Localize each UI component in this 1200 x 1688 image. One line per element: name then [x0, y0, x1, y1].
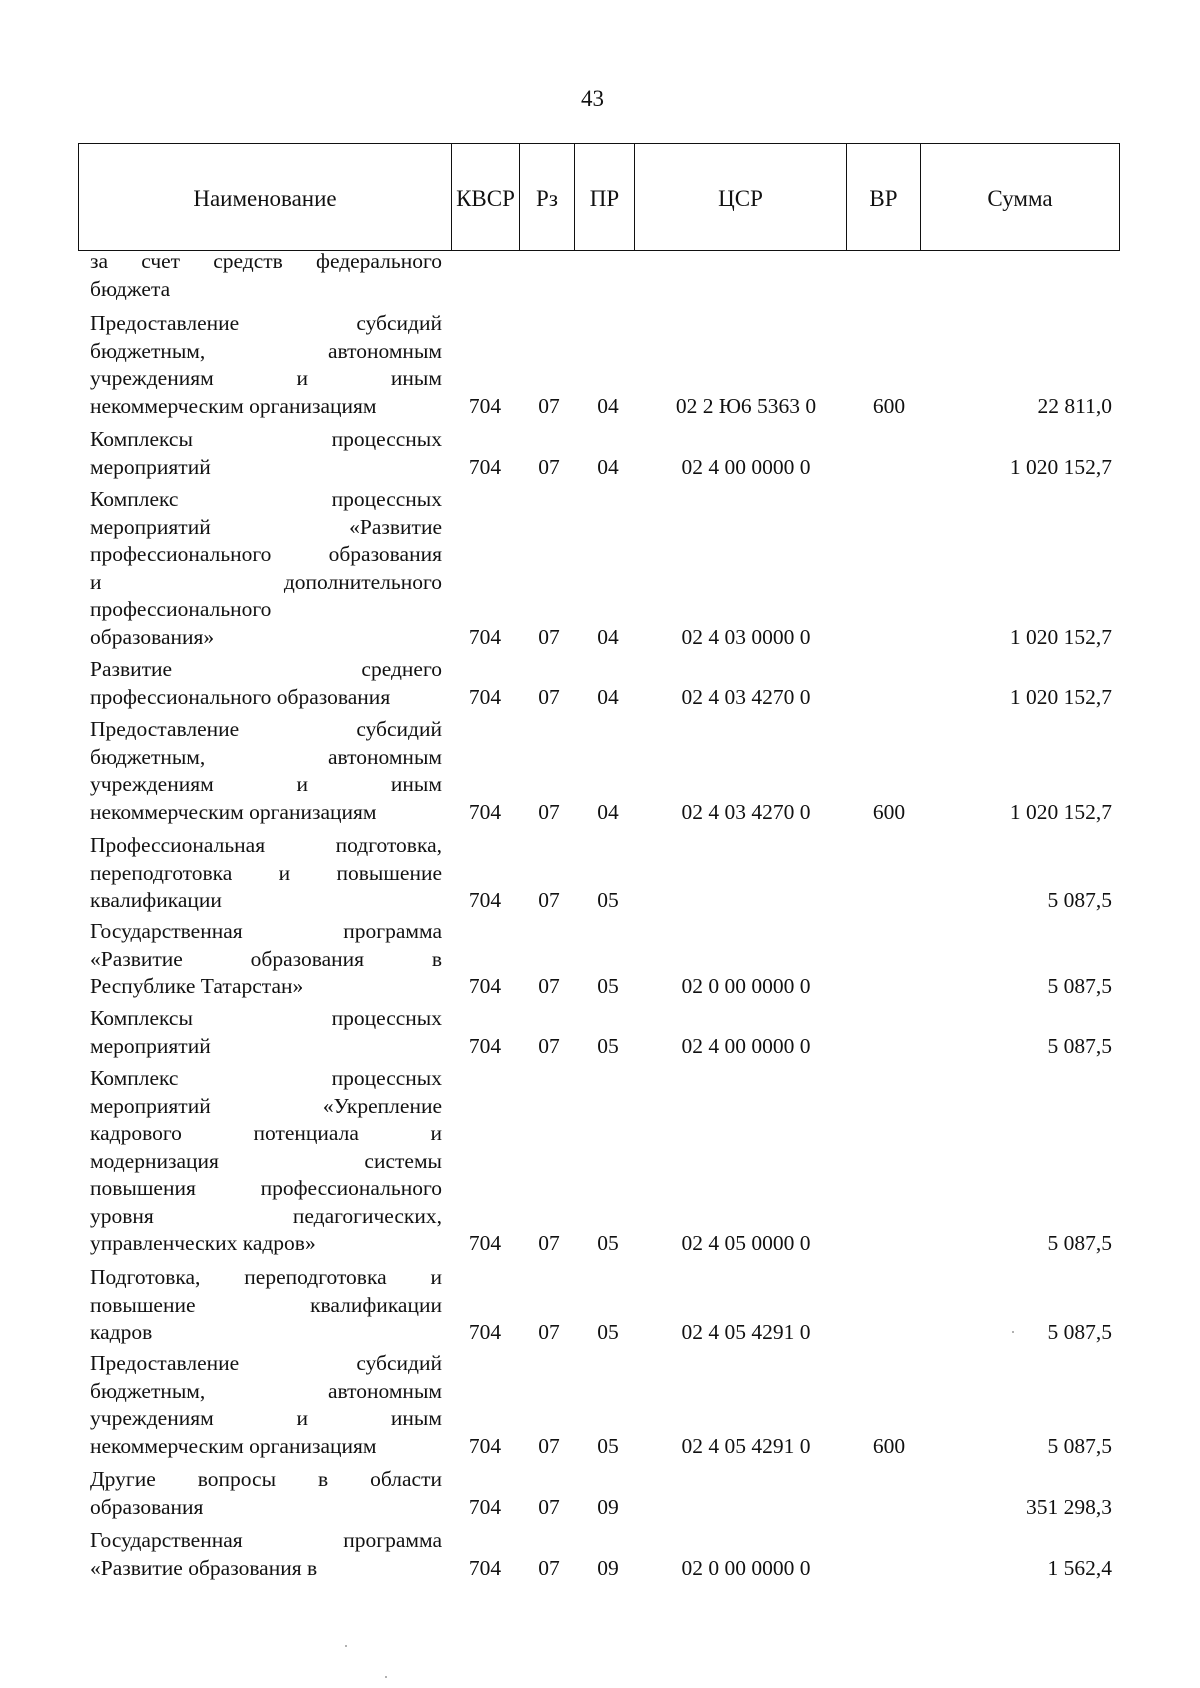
- row-csr: 02 2 Ю6 5363 0: [675, 393, 817, 418]
- row-name: [90, 1264, 442, 1347]
- row-sum: 351 298,3: [1026, 1494, 1112, 1519]
- row-name-line: учреждениям и иным: [90, 772, 442, 796]
- row-sum: 22 811,0: [1037, 393, 1112, 418]
- row-name-line: модернизация системы: [90, 1148, 442, 1173]
- row-vr: 600: [872, 393, 906, 418]
- row-sum: 1 020 152,7: [1009, 454, 1112, 479]
- row-name-line: переподготовка и повышение: [90, 860, 442, 885]
- row-csr: 02 0 00 0000 0: [681, 974, 811, 998]
- row-name: [90, 248, 442, 303]
- row-name: [90, 310, 442, 420]
- row-sum: 1 020 152,7: [1009, 684, 1112, 709]
- row-name-line: некоммерческим организациям: [90, 393, 377, 418]
- row-kvsr: 704: [468, 1320, 502, 1344]
- row-pr: 05: [597, 1320, 619, 1344]
- header-pr: ПР: [575, 144, 635, 250]
- row-csr: 02 0 00 0000 0: [681, 1555, 811, 1580]
- row-rz: 07: [538, 684, 560, 709]
- header-name: Наименование: [79, 144, 452, 250]
- row-name-line: Предоставление субсидий: [90, 1351, 442, 1375]
- row-csr: 02 4 03 0000 0: [681, 624, 811, 649]
- header-sum: Сумма: [987, 186, 1053, 211]
- table-row: [0, 426, 1200, 481]
- row-kvsr: 704: [468, 1433, 502, 1458]
- row-name-line: образования: [90, 1494, 204, 1519]
- row-name-line: Комплексы процессных: [90, 1006, 442, 1030]
- row-name: [90, 656, 442, 711]
- row-csr: 02 4 05 4291 0: [681, 1433, 811, 1458]
- row-name-line: «Развитие образования в: [90, 1555, 318, 1580]
- row-name-line: профессионального образования: [90, 542, 442, 566]
- row-kvsr: 704: [468, 1231, 502, 1255]
- row-kvsr: 704: [468, 454, 502, 479]
- row-name: [90, 426, 442, 481]
- row-name: [90, 486, 442, 651]
- page-number: 43: [581, 86, 604, 111]
- row-sum: 1 020 152,7: [1009, 799, 1112, 824]
- row-kvsr: 704: [468, 393, 502, 418]
- row-name-line: за счет средств федерального: [90, 249, 442, 273]
- row-pr: 05: [597, 888, 619, 912]
- row-csr: 02 4 03 4270 0: [681, 799, 811, 824]
- row-name-line: профессионального образования: [90, 684, 391, 709]
- row-sum: 5 087,5: [1047, 1231, 1112, 1255]
- row-name-line: Комплекс процессных: [90, 1066, 442, 1090]
- row-pr: 05: [597, 1033, 619, 1058]
- row-name-line: бюджетным, автономным: [90, 338, 442, 363]
- row-rz: 07: [538, 799, 560, 824]
- row-rz: 07: [538, 454, 560, 479]
- row-name-line: уровня педагогических,: [90, 1203, 442, 1228]
- row-name-line: «Развитие образования в: [90, 946, 442, 971]
- table-row: [0, 716, 1200, 826]
- table-row: [0, 486, 1200, 651]
- table-row: [0, 248, 1200, 303]
- row-name-line: некоммерческим организациям: [90, 1433, 377, 1458]
- table-row: [0, 1065, 1200, 1258]
- row-name-line: кадрового потенциала и: [90, 1121, 442, 1145]
- row-pr: 04: [597, 624, 619, 649]
- row-vr: 600: [872, 1433, 906, 1458]
- row-name-line: мероприятий: [90, 1033, 211, 1058]
- table-row: [0, 310, 1200, 420]
- row-pr: 09: [597, 1494, 619, 1519]
- row-name-line: Другие вопросы в области: [90, 1467, 442, 1491]
- table-row: [0, 832, 1200, 915]
- row-name-line: квалификации: [90, 888, 222, 912]
- row-name-line: бюджетным, автономным: [90, 1378, 442, 1403]
- row-name-line: Развитие среднего: [90, 657, 442, 681]
- scan-speck: [1012, 1331, 1014, 1333]
- row-kvsr: 704: [468, 1494, 502, 1519]
- row-csr: 02 4 03 4270 0: [681, 684, 811, 709]
- row-pr: 04: [597, 684, 619, 709]
- row-sum: 1 562,4: [1047, 1555, 1112, 1580]
- row-name-line: Комплексы процессных: [90, 427, 442, 451]
- row-pr: 05: [597, 974, 619, 998]
- row-rz: 07: [538, 1033, 560, 1058]
- row-name: [90, 1005, 442, 1060]
- row-csr: 02 4 00 0000 0: [681, 454, 811, 479]
- row-kvsr: 704: [468, 974, 502, 998]
- row-name-line: мероприятий: [90, 454, 211, 479]
- row-name-line: кадров: [90, 1320, 153, 1344]
- row-name-line: повышения профессионального: [90, 1176, 442, 1200]
- row-name: [90, 832, 442, 915]
- row-name-line: бюджета: [90, 276, 171, 301]
- row-name-line: профессионального: [90, 597, 272, 621]
- header-kvsr: КВСР: [452, 144, 520, 250]
- table-row: [0, 1466, 1200, 1521]
- table-row: [0, 1264, 1200, 1347]
- row-pr: 05: [597, 1231, 619, 1255]
- row-rz: 07: [538, 624, 560, 649]
- row-rz: 07: [538, 1433, 560, 1458]
- row-kvsr: 704: [468, 1555, 502, 1580]
- row-name-line: Республике Татарстан»: [90, 974, 304, 998]
- row-name-line: мероприятий «Развитие: [90, 514, 442, 539]
- row-rz: 07: [538, 1555, 560, 1580]
- header-rz: Рз: [520, 144, 575, 250]
- row-name-line: повышение квалификации: [90, 1292, 442, 1317]
- row-sum: 5 087,5: [1047, 888, 1112, 912]
- row-pr: 05: [597, 1433, 619, 1458]
- row-name-line: управленческих кадров»: [90, 1231, 316, 1255]
- row-sum: 1 020 152,7: [1009, 624, 1112, 649]
- row-name-line: Государственная программа: [90, 919, 442, 943]
- row-pr: 04: [597, 454, 619, 479]
- row-name-line: Предоставление субсидий: [90, 311, 442, 335]
- row-name-line: и дополнительного: [90, 569, 442, 594]
- row-name: [90, 918, 442, 1001]
- row-vr: 600: [872, 799, 906, 824]
- row-name-line: бюджетным, автономным: [90, 744, 442, 769]
- row-rz: 07: [538, 1494, 560, 1519]
- table-row: [0, 1005, 1200, 1060]
- row-pr: 04: [597, 799, 619, 824]
- row-kvsr: 704: [468, 624, 502, 649]
- row-name: [90, 716, 442, 826]
- row-name: [90, 1065, 442, 1258]
- row-kvsr: 704: [468, 684, 502, 709]
- table-row: [0, 918, 1200, 1001]
- row-sum: 5 087,5: [1047, 1320, 1112, 1344]
- table-row: [0, 656, 1200, 711]
- table-row: [0, 1350, 1200, 1460]
- row-kvsr: 704: [468, 888, 502, 912]
- row-name: [90, 1350, 442, 1460]
- row-sum: 5 087,5: [1047, 974, 1112, 998]
- header-vr: ВР: [847, 144, 921, 250]
- row-name: [90, 1466, 442, 1521]
- row-pr: 09: [597, 1555, 619, 1580]
- row-csr: 02 4 05 4291 0: [681, 1320, 811, 1344]
- row-kvsr: 704: [468, 1033, 502, 1058]
- row-csr: 02 4 05 0000 0: [681, 1231, 811, 1255]
- row-name-line: Подготовка, переподготовка и: [90, 1265, 442, 1289]
- row-sum: 5 087,5: [1047, 1433, 1112, 1458]
- scan-speck: [385, 1676, 387, 1678]
- row-kvsr: 704: [468, 799, 502, 824]
- header-csr: ЦСР: [635, 144, 847, 250]
- row-name: [90, 1527, 442, 1582]
- row-name-line: мероприятий «Укрепление: [90, 1093, 442, 1118]
- row-rz: 07: [538, 393, 560, 418]
- row-rz: 07: [538, 888, 560, 912]
- row-rz: 07: [538, 1320, 560, 1344]
- row-name-line: образования»: [90, 624, 215, 649]
- row-name-line: Профессиональная подготовка,: [90, 833, 442, 857]
- row-rz: 07: [538, 1231, 560, 1255]
- row-name-line: учреждениям и иным: [90, 366, 442, 390]
- row-name-line: Комплекс процессных: [90, 487, 442, 511]
- scan-speck: [345, 1645, 347, 1647]
- row-pr: 04: [597, 393, 619, 418]
- row-name-line: Государственная программа: [90, 1528, 442, 1552]
- row-name-line: некоммерческим организациям: [90, 799, 377, 824]
- row-rz: 07: [538, 974, 560, 998]
- row-name-line: учреждениям и иным: [90, 1406, 442, 1430]
- row-csr: 02 4 00 0000 0: [681, 1033, 811, 1058]
- row-name-line: Предоставление субсидий: [90, 717, 442, 741]
- row-sum: 5 087,5: [1047, 1033, 1112, 1058]
- table-row: [0, 1527, 1200, 1582]
